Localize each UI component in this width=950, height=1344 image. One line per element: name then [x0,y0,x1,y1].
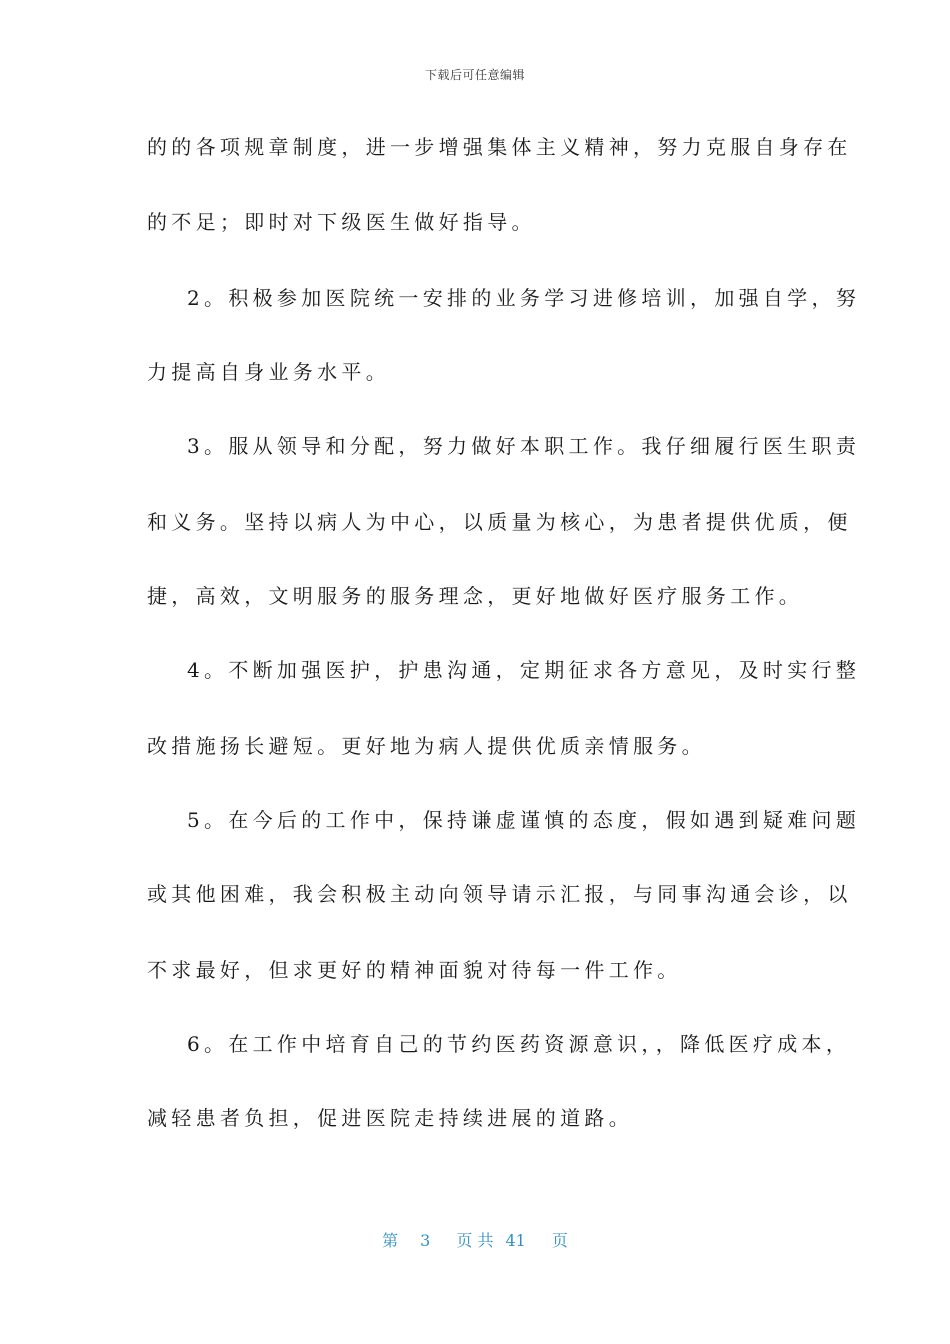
paragraph-6-start: 6。在工作中培育自己的节约医药资源意识，，降低医疗成本， [187,1032,851,1056]
footer-suffix: 页 [551,1231,568,1250]
page-footer [0,1228,950,1251]
body-line: 力提高自身业务水平。 [147,360,390,384]
body-line: 的不足；即时对下级医生做好指导。 [147,210,536,234]
paragraph-3-start: 3。服从领导和分配，努力做好本职工作。我仔细履行医生职责 [187,434,861,458]
body-line: 改措施扬长避短。更好地为病人提供优质亲情服务。 [147,734,706,758]
body-line: 捷，高效，文明服务的服务理念，更好地做好医疗服务工作。 [147,584,804,608]
page-header: 下载后可任意编辑 [424,68,525,82]
body-line: 的的各项规章制度，进一步增强集体主义精神，努力克服自身存在 [147,135,852,159]
body-line: 或其他困难，我会积极主动向领导请示汇报，与同事沟通会诊，以 [147,882,852,906]
body-line: 和义务。坚持以病人为中心，以质量为核心，为患者提供优质，便 [147,510,852,534]
footer-prefix: 第 [382,1231,399,1250]
paragraph-5-start: 5。在今后的工作中，保持谦虚谨慎的态度，假如遇到疑难问题 [187,808,861,832]
body-line: 减轻患者负担，促进医院走持续进展的道路。 [147,1106,633,1130]
total-pages-number: 41 [505,1231,526,1250]
current-page-number: 3 [420,1231,431,1250]
body-line: 不求最好，但求更好的精神面貌对待每一件工作。 [147,958,682,982]
paragraph-4-start: 4。不断加强医护，护患沟通，定期征求各方意见，及时实行整 [187,658,861,682]
paragraph-2-start: 2。积极参加医院统一安排的业务学习进修培训，加强自学，努 [187,286,861,310]
footer-middle: 页 共 [456,1231,494,1250]
